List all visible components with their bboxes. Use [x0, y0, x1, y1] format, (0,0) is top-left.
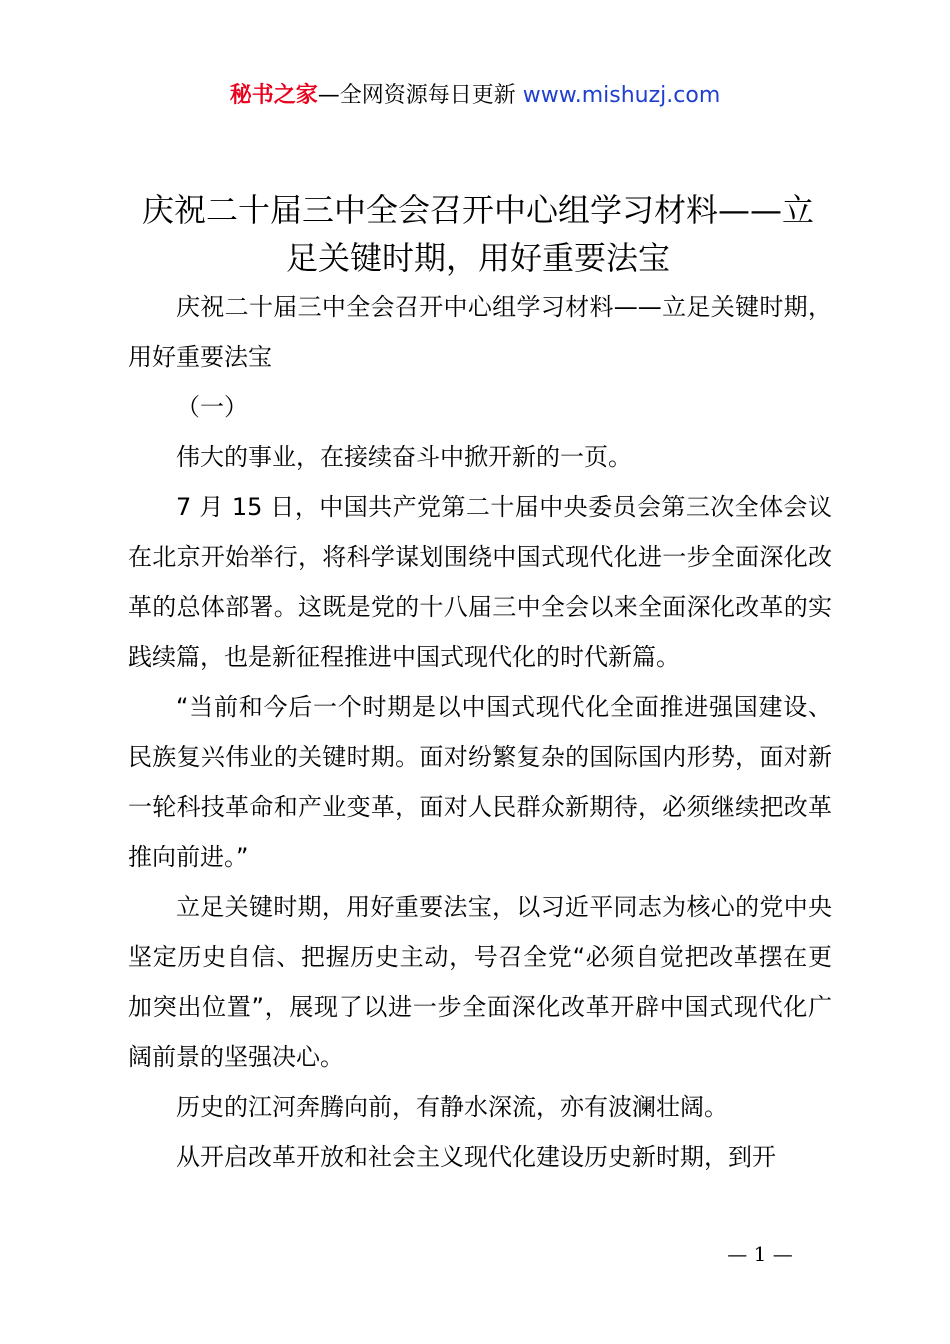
- site-brand: 秘书之家: [229, 83, 318, 108]
- paragraph: 庆祝二十届三中全会召开中心组学习材料——立足关键时期，用好重要法宝: [128, 293, 832, 371]
- document-title: 庆祝二十届三中全会召开中心组学习材料——立足关键时期，用好重要法宝: [141, 191, 814, 277]
- paragraph: 从开启改革开放和社会主义现代化建设历史新时期，到开: [176, 1143, 776, 1171]
- paragraph: 伟大的事业，在接续奋斗中掀开新的一页。: [176, 443, 632, 471]
- page-number: — 1 —: [727, 1242, 793, 1266]
- site-url-link[interactable]: www.mishuzj.com: [522, 83, 721, 108]
- site-header: [0, 80, 950, 112]
- section-heading: （一）: [176, 393, 248, 421]
- paragraph: 立足关键时期，用好重要法宝，以习近平同志为核心的党中央坚定历史自信、把握历史主动，号召全党“必须自觉把改革摆在更加突出位置”，展现了以进一步全面深化改革开辟中国式现代化广阔前景的坚强决心。: [128, 893, 832, 1071]
- paragraph: 7 月 15 日，中国共产党第二十届中央委员会第三次全体会议在北京开始举行，将科学谋划围绕中国式现代化进一步全面深化改革的总体部署。这既是党的十八届三中全会以来全面深化改革的实践续篇，也是新征程推进中国式现代化的时代新篇。: [128, 493, 832, 671]
- paragraph: 历史的江河奔腾向前，有静水深流，亦有波澜壮阔。: [176, 1093, 728, 1121]
- site-tagline: —全网资源每日更新: [317, 83, 516, 108]
- document-body: [128, 282, 832, 1182]
- paragraph: “当前和今后一个时期是以中国式现代化全面推进强国建设、民族复兴伟业的关键时期。面对纷繁复杂的国际国内形势，面对新一轮科技革命和产业变革，面对人民群众新期待，必须继续把改革推向前进。”: [128, 693, 832, 871]
